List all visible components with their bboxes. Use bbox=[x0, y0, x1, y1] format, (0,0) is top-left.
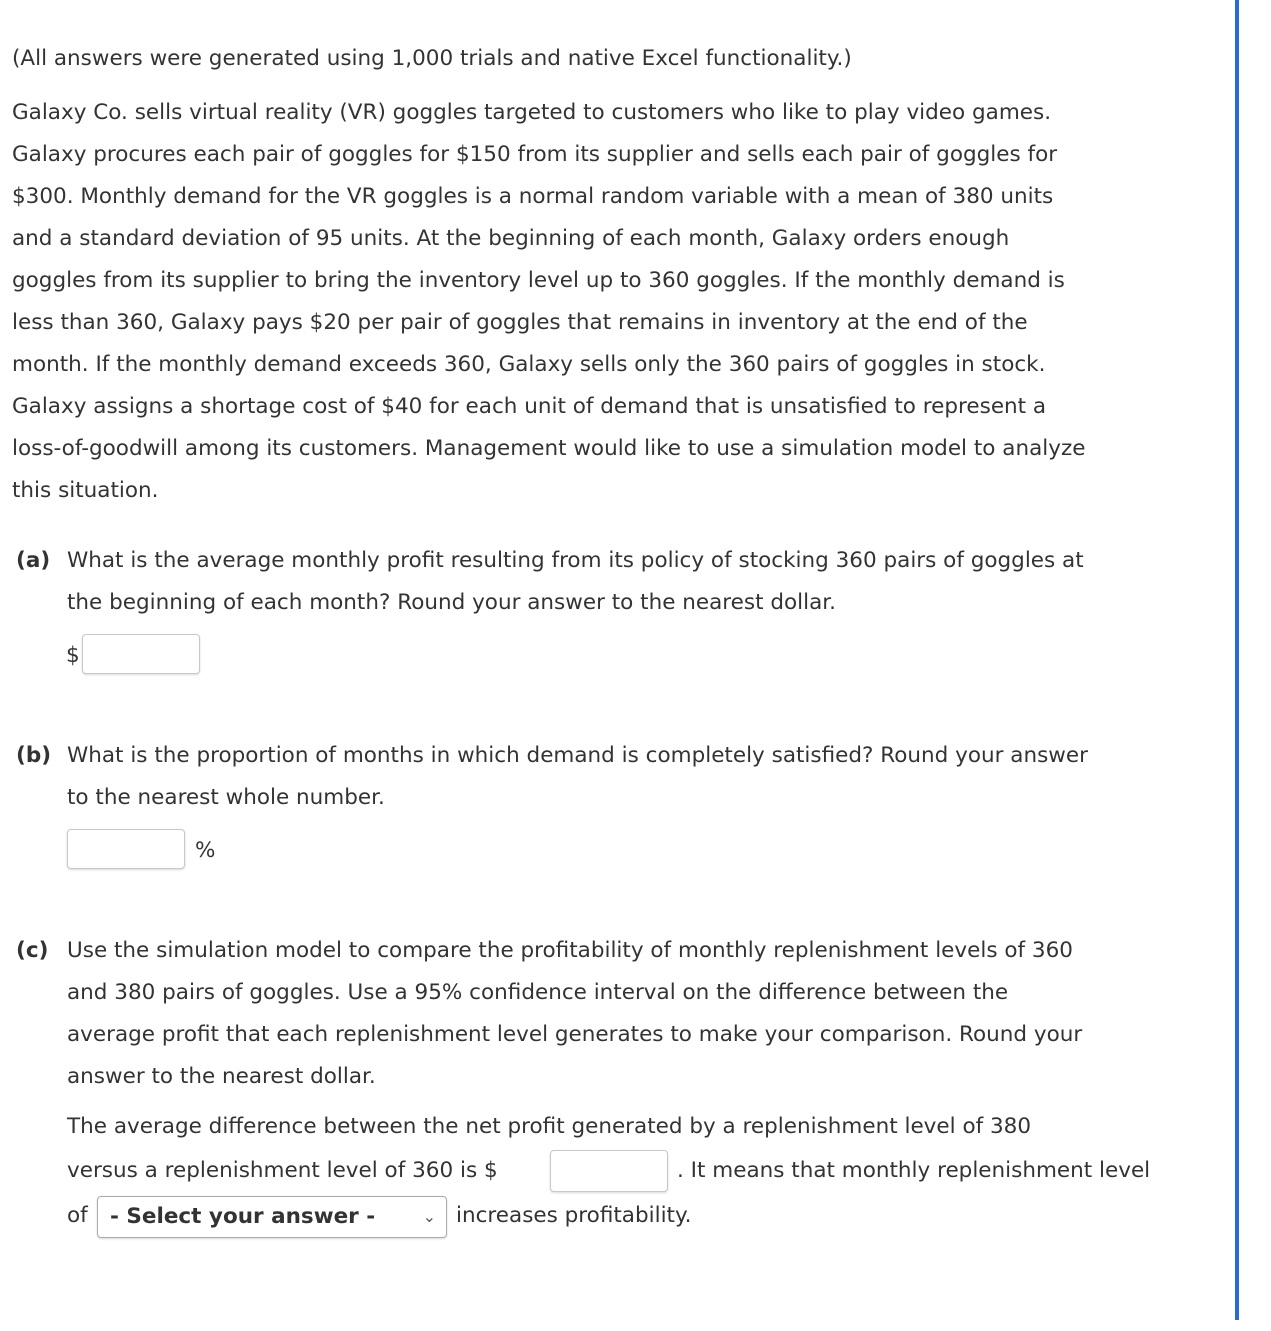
part-c-question: and 380 pairs of goggles. Use a 95% confidence interval on the difference between the bbox=[67, 980, 1009, 1005]
problem-line: goggles from its supplier to bring the inventory level up to 360 goggles. If the monthly demand is bbox=[12, 268, 1065, 293]
part-c-question: answer to the nearest dollar. bbox=[67, 1064, 376, 1089]
part-b-proportion-input[interactable] bbox=[67, 829, 185, 869]
part-c-label: (c) bbox=[16, 938, 49, 963]
problem-line: loss-of-goodwill among its customers. Management would like to use a simulation model to analyze bbox=[12, 436, 1086, 461]
problem-line: Galaxy assigns a shortage cost of $40 for each unit of demand that is unsatisfied to represent a bbox=[12, 394, 1047, 419]
part-b-question: What is the proportion of months in which demand is completely satisfied? Round your answer bbox=[67, 743, 1088, 768]
part-c-answer-text: increases profitability. bbox=[456, 1203, 692, 1228]
dollar-prefix: $ bbox=[66, 643, 80, 668]
problem-line: Galaxy procures each pair of goggles for $150 from its supplier and sells each pair of goggles for bbox=[12, 142, 1058, 167]
problem-line: $300. Monthly demand for the VR goggles is a normal random variable with a mean of 380 units bbox=[12, 184, 1054, 209]
replenishment-level-select[interactable] bbox=[97, 1196, 447, 1238]
percent-suffix: % bbox=[195, 838, 216, 863]
part-c-answer-text: . It means that monthly replenishment level bbox=[677, 1158, 1151, 1183]
problem-line: and a standard deviation of 95 units. At the beginning of each month, Galaxy orders enough bbox=[12, 226, 1010, 251]
part-c-answer-text: of bbox=[67, 1203, 88, 1228]
part-c-answer-text: The average difference between the net profit generated by a replenishment level of 380 bbox=[67, 1114, 1032, 1139]
problem-line: this situation. bbox=[12, 478, 159, 503]
note-text: (All answers were generated using 1,000 trials and native Excel functionality.) bbox=[12, 46, 852, 71]
part-a-question: What is the average monthly profit resulting from its policy of stocking 360 pairs of goggles at bbox=[67, 548, 1084, 573]
problem-line: Galaxy Co. sells virtual reality (VR) goggles targeted to customers who like to play video games. bbox=[12, 100, 1052, 125]
problem-line: less than 360, Galaxy pays $20 per pair of goggles that remains in inventory at the end of the bbox=[12, 310, 1028, 335]
part-c-difference-input[interactable] bbox=[550, 1150, 668, 1192]
part-b-question: to the nearest whole number. bbox=[67, 785, 385, 810]
part-b-label: (b) bbox=[16, 743, 52, 768]
part-c-question: average profit that each replenishment level generates to make your comparison. Round your bbox=[67, 1022, 1083, 1047]
problem-line: month. If the monthly demand exceeds 360, Galaxy sells only the 360 pairs of goggles in stock. bbox=[12, 352, 1046, 377]
part-a-question: the beginning of each month? Round your answer to the nearest dollar. bbox=[67, 590, 836, 615]
chevron-down-icon: ⌄ bbox=[422, 1207, 436, 1226]
part-c-question: Use the simulation model to compare the profitability of monthly replenishment levels of 360 bbox=[67, 938, 1073, 963]
part-a-profit-input[interactable] bbox=[82, 634, 200, 674]
right-border-rail bbox=[1235, 0, 1239, 1320]
select-value: - Select your answer - bbox=[110, 1204, 376, 1229]
part-c-answer-text: versus a replenishment level of 360 is $ bbox=[67, 1158, 498, 1183]
part-a-label: (a) bbox=[16, 548, 51, 573]
